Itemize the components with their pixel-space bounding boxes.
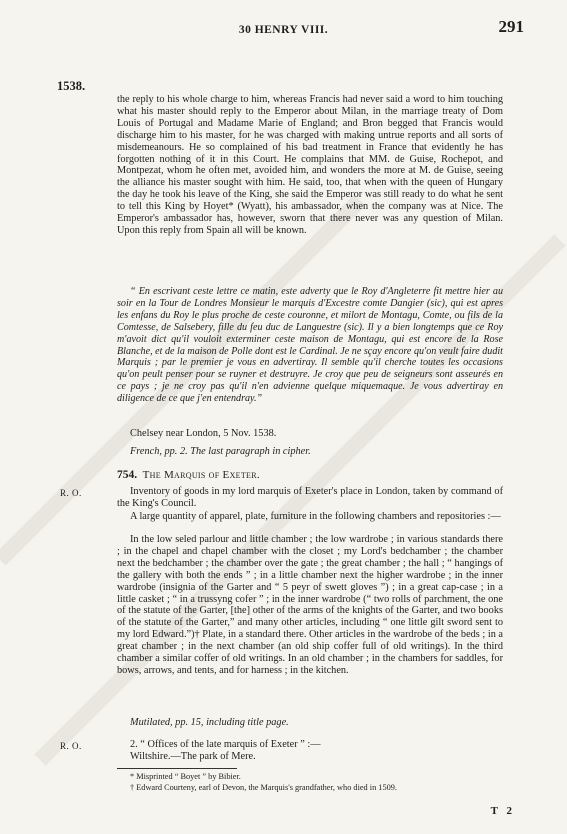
footnote-divider bbox=[117, 768, 237, 769]
entry-title: The Marquis of Exeter. bbox=[142, 469, 260, 481]
entry-heading bbox=[117, 470, 503, 482]
inventory-rooms: In the low seled parlour and little chamber ; the low wardrobe ; in various standards there ; in the chapel and chapel chamber with the closet ; my Lord's bedchamber ; the chamber next the bedchamber ; the chamber over the gate ; the great chamber ; the hall ; “ hangings of the gallery with both the ends ” ; in a little chamber next the higher wardrobe ; in the inner wardrobe (insignia of the Garter and “ 5 peyr of swett gloves ”) ; in a great cap-case ; in a little casket ; “ in a trussyng cofer ” ; in the inner wardrobe (“ two rolls of parchment, the one of the statute of the Garter, [the] other of the arms of the knights of the Garter, and two books of the statute of the Garter,” and many other articles, including “ one little gilt sword sent to my lord Edward.”)† Plate, in a standard there. Other articles in the wardrobe of the beds ; in a great chamber ; in the next chamber (an old ship coffer full of old writings). In the third chamber a similar coffer of old writings. In an old chamber ; in the chambers for saddles, for bows, arrows, and tents, and for harness ; in the kitchen. bbox=[117, 534, 503, 676]
mutilated-note: Mutilated, pp. 15, including title page. bbox=[130, 717, 289, 728]
letter-body bbox=[117, 94, 503, 237]
inventory-rooms-block bbox=[117, 534, 503, 677]
footnotes bbox=[130, 772, 510, 793]
offices-subitem: Wiltshire.—The park of Mere. bbox=[130, 750, 256, 762]
inventory-intro-block bbox=[117, 486, 503, 510]
source-note-block bbox=[117, 446, 503, 458]
year-marker: 1538. bbox=[57, 79, 86, 93]
offices-item: 2. “ Offices of the late marquis of Exeter ” :— bbox=[130, 739, 321, 750]
dateline-block bbox=[117, 428, 503, 440]
running-head-title: 30 HENRY VIII. bbox=[238, 24, 329, 36]
side-reference: R. O. bbox=[60, 488, 82, 498]
mutilated-note-block bbox=[117, 717, 503, 729]
inventory-intro: Inventory of goods in my lord marquis of Exeter's place in London, taken by command of the King's Council. bbox=[117, 486, 503, 509]
dateline: Chelsey near London, 5 Nov. 1538. bbox=[130, 428, 277, 439]
offices-item-block bbox=[117, 739, 503, 763]
running-head bbox=[0, 17, 567, 41]
signature-mark: T 2 bbox=[490, 805, 515, 817]
inventory-summary: A large quantity of apparel, plate, furniture in the following chambers and repositories :— bbox=[130, 511, 501, 522]
letter-paragraph: the reply to his whole charge to him, whereas Francis had never said a word to him touching what his master should reply to the Emperor about Milan, in the marriage treaty of Dom Louis of Portugal and Madame Marie of England; and Bron begged that Francis would discharge him to his master, for he was charged with making untrue reports and all sorts of misdemeanours. He so complained of his bad treatment in France that evidently he has forgotten nothing of it in this Court. He complains that MM. de Guise, Rochepot, and Montpezat, whom he often met, avoided him, and wonders the more at M. de Guise, seeing the alliance his master sought with him. He said, too, that when with the queen of Hungary the day he took his leave of the King, she said the Emperor was still ready to do what he sent to tell this King by Hoyet* (Wyatt), his ambassador, when the company was at Nice. The Emperor's ambassador has, however, sworn that there never was any question of Milan. Upon this reply from Spain all will be known. bbox=[117, 94, 503, 236]
inventory-summary-block bbox=[117, 511, 503, 523]
french-quote-block bbox=[117, 286, 503, 405]
source-note: French, pp. 2. The last paragraph in cipher. bbox=[130, 446, 311, 457]
side-reference: R. O. bbox=[60, 741, 82, 751]
entry-number: 754. bbox=[117, 469, 138, 481]
page-number: 291 bbox=[498, 17, 524, 36]
footnote-2: † Edward Courteny, earl of Devon, the Marquis's grandfather, who died in 1509. bbox=[130, 782, 397, 792]
french-quote: “ En escrivant ceste lettre ce matin, este adverty que le Roy d'Angleterre fit mettre hier au soir en la Tour de Londres Monsieur le marquis d'Excestre comte Dangier (sic), qui est apres les enfans du Roy le plus proche de ceste couronne, et milort de Montagu, Comte, ou fils de la Comtesse, de Salsebery, fille du feu duc de Languestre (sic). Il y a bien longtemps que ce Roy m'avoit dict qu'il vouloit exterminer ceste maison de Montagu, qui est encore de la Rose Blanche, et de la maison de Polle dont est le Cardinal. Je ne sçay encore qu'on veult faire dudit Marquis ; par le premier je vous en advertiray. Il semble qu'il cherche toutes les occasions qu'on peult penser pour se ruyner et destruyre. Je croy que peu de seigneurs sont asseurés en ce pays ; je ne croy pas qu'il n'en advienne quelque miquemaque. Je vous advertiray en diligence de ce que j'en entendray.” bbox=[117, 286, 503, 405]
footnote-1: * Misprinted “ Boyet ” by Bibier. bbox=[130, 772, 241, 781]
